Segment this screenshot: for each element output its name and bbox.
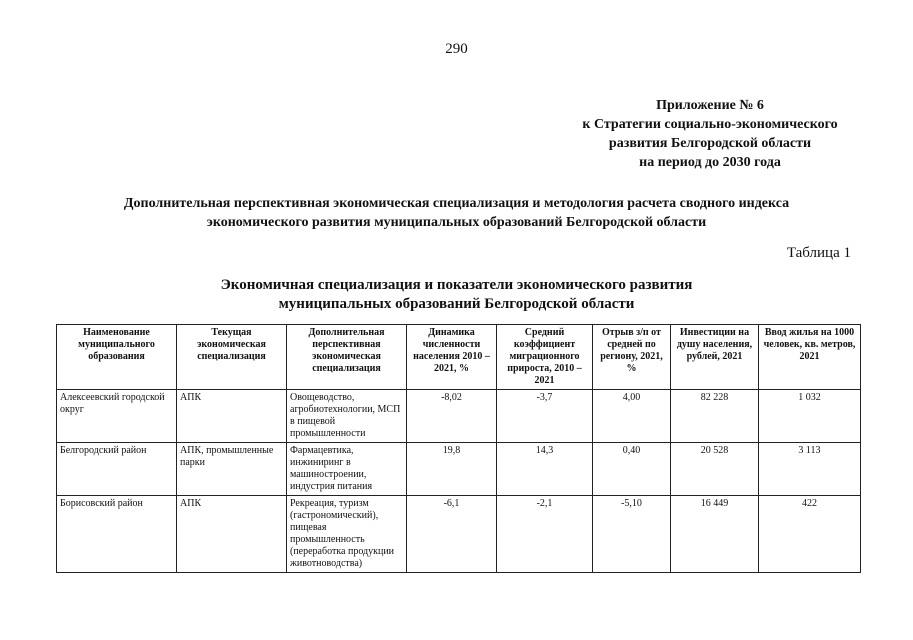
table-title-line: Экономичная специализация и показатели экономического развития	[220, 277, 693, 293]
housing-per-1000: 1 032	[759, 390, 861, 443]
table-row	[57, 443, 861, 496]
salary-gap: 0,40	[593, 443, 671, 496]
appendix-line: на период до 2030 года	[639, 155, 781, 170]
current-specialization: АПК	[177, 496, 287, 573]
document-title-line: экономического развития муниципальных образований Белгородской области	[206, 215, 707, 230]
table-title	[40, 276, 873, 314]
housing-per-1000: 3 113	[759, 443, 861, 496]
population-dynamics: -8,02	[407, 390, 497, 443]
header-cell: Инвестиции на душу населения, рублей, 2021	[671, 325, 759, 390]
municipality-name: Алексеевский городской округ	[57, 390, 177, 443]
additional-specialization: Фармацевтика, инжиниринг в машиностроении, индустрия питания	[287, 443, 407, 496]
table-row	[57, 496, 861, 573]
table-row	[57, 390, 861, 443]
population-dynamics: 19,8	[407, 443, 497, 496]
table-label: Таблица 1	[786, 245, 851, 261]
appendix-line: Приложение № 6	[656, 98, 764, 113]
indicators-table	[56, 324, 861, 573]
salary-gap: 4,00	[593, 390, 671, 443]
header-cell: Отрыв з/п от средней по региону, 2021, %	[593, 325, 671, 390]
appendix-line: развития Белгородской области	[608, 136, 812, 151]
investment-per-capita: 20 528	[671, 443, 759, 496]
appendix-header	[540, 96, 880, 172]
additional-specialization: Овощеводство, агробиотехнологии, МСП в пищевой промышленности	[287, 390, 407, 443]
current-specialization: АПК, промышленные парки	[177, 443, 287, 496]
migration-coefficient: 14,3	[497, 443, 593, 496]
population-dynamics: -6,1	[407, 496, 497, 573]
document-title	[40, 194, 873, 232]
salary-gap: -5,10	[593, 496, 671, 573]
page-number: 290	[445, 41, 468, 57]
migration-coefficient: -3,7	[497, 390, 593, 443]
municipality-name: Белгородский район	[57, 443, 177, 496]
header-cell: Средний коэффициент миграционного прироста, 2010 – 2021	[497, 325, 593, 390]
migration-coefficient: -2,1	[497, 496, 593, 573]
table-header-row	[57, 325, 861, 390]
table-title-line: муниципальных образований Белгородской области	[278, 296, 635, 312]
header-cell: Дополнительная перспективная экономическая специализация	[287, 325, 407, 390]
additional-specialization: Рекреация, туризм (гастрономический), пищевая промышленность (переработка продукции животноводства)	[287, 496, 407, 573]
header-cell: Наименование муниципального образования	[57, 325, 177, 390]
document-title-line: Дополнительная перспективная экономическая специализация и методология расчета сводного индекса	[123, 196, 790, 211]
housing-per-1000: 422	[759, 496, 861, 573]
municipality-name: Борисовский район	[57, 496, 177, 573]
header-cell: Ввод жилья на 1000 человек, кв. метров, 2021	[759, 325, 861, 390]
current-specialization: АПК	[177, 390, 287, 443]
header-cell: Текущая экономическая специализация	[177, 325, 287, 390]
investment-per-capita: 82 228	[671, 390, 759, 443]
header-cell: Динамика численности населения 2010 – 2021, %	[407, 325, 497, 390]
investment-per-capita: 16 449	[671, 496, 759, 573]
appendix-line: к Стратегии социально-экономического	[582, 117, 838, 132]
